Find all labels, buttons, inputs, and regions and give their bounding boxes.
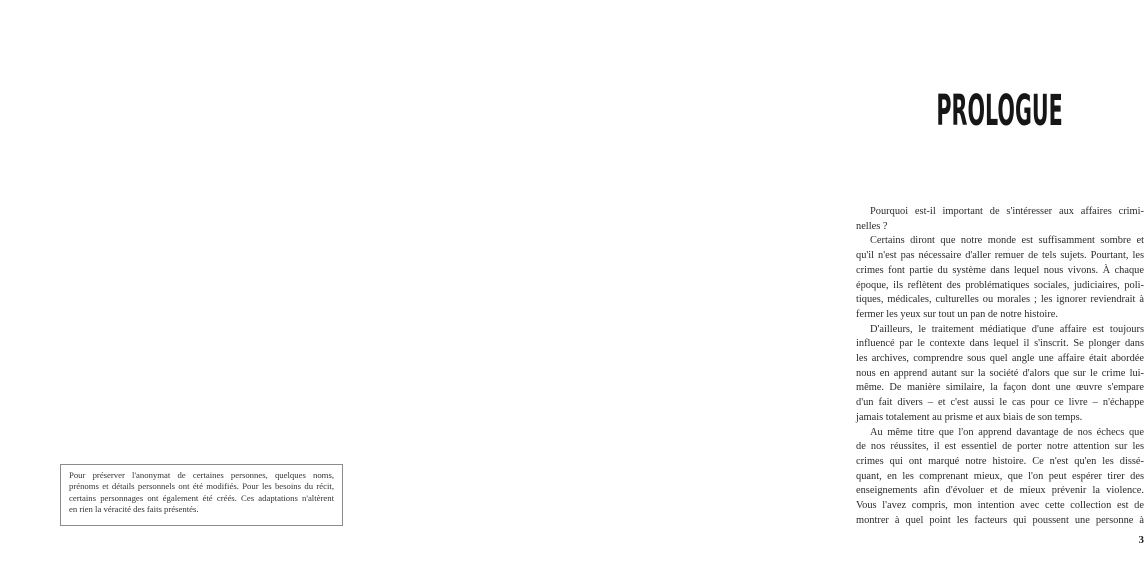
text-line: de nos réussites, il est essentiel de porter notre attention sur les	[856, 441, 1144, 453]
text-line: crimes qui ont marqué notre histoire. Ce n'est qu'en les dissé-	[856, 455, 1144, 467]
left-page	[0, 0, 400, 586]
text-line: les archives, comprendre sous quel angle une affaire était abordée	[856, 353, 1144, 365]
text-line: montrer à quel point les facteurs qui poussent une personne à	[856, 514, 1144, 526]
paragraph	[856, 323, 1144, 426]
disclaimer-text	[69, 470, 334, 516]
text-line: nelles ?	[856, 220, 888, 232]
text-line: Certains diront que notre monde est suffisamment sombre et	[870, 235, 1144, 247]
text-line: d'un fait divers – et c'est aussi le cas pour ce livre – n'échappe	[856, 397, 1144, 409]
right-page	[400, 0, 1144, 586]
text-line: même. De manière similaire, la façon dont une œuvre s'empare	[856, 382, 1144, 394]
body-text	[856, 205, 1144, 528]
text-line: Pour préserver l'anonymat de certaines personnes, quelques noms,	[69, 470, 334, 480]
text-line: fermer les yeux sur tout un pan de notre histoire.	[856, 308, 1058, 320]
text-line: en rien la véracité des faits présentés.	[69, 504, 199, 515]
text-line: crimes font partie du système dans lequel nous vivons. À chaque	[856, 264, 1144, 276]
text-line: certains personnages ont également été créés. Ces adaptations n'altèrent	[69, 492, 334, 503]
paragraph	[856, 426, 1144, 529]
paragraph	[856, 205, 1144, 234]
paragraph	[856, 234, 1144, 322]
text-line: prénoms et détails personnels ont été modifiés. Pour les besoins du récit,	[69, 481, 334, 492]
text-line: qu'il n'est pas nécessaire d'aller remuer de tels sujets. Pourtant, les	[856, 250, 1144, 262]
text-line: tiques, médicales, culturelles ou morales ; les ignorer reviendrait à	[856, 294, 1144, 306]
text-line: quant, en les comprenant mieux, que l'on peut espérer tirer des	[856, 470, 1144, 482]
text-line: D'ailleurs, le traitement médiatique d'une affaire est toujours	[870, 323, 1144, 335]
text-line: Au même titre que l'on apprend davantage de nos échecs que	[870, 426, 1144, 438]
text-line: jamais totalement au prisme et aux biais de son temps.	[856, 411, 1083, 423]
page-number: 3	[1138, 534, 1144, 546]
text-line: Pourquoi est-il important de s'intéresser aux affaires crimi-	[870, 206, 1144, 217]
text-line: enseignements afin d'évoluer et de mieux prévenir la violence.	[856, 485, 1144, 497]
text-line: Vous l'avez compris, mon intention avec cette collection est de	[856, 500, 1144, 512]
text-line: nous en apprend autant sur la société d'alors que sur le crime lui-	[856, 367, 1144, 379]
text-line: époque, ils reflètent des problématiques sociales, judiciaires, poli-	[856, 279, 1144, 291]
text-line: influencé par le contexte dans lequel il s'inscrit. Se plonger dans	[856, 338, 1144, 350]
chapter-title: PROLOGUE	[936, 86, 1064, 136]
chapter-title-wrap	[856, 86, 1144, 136]
disclaimer-box	[60, 464, 343, 526]
